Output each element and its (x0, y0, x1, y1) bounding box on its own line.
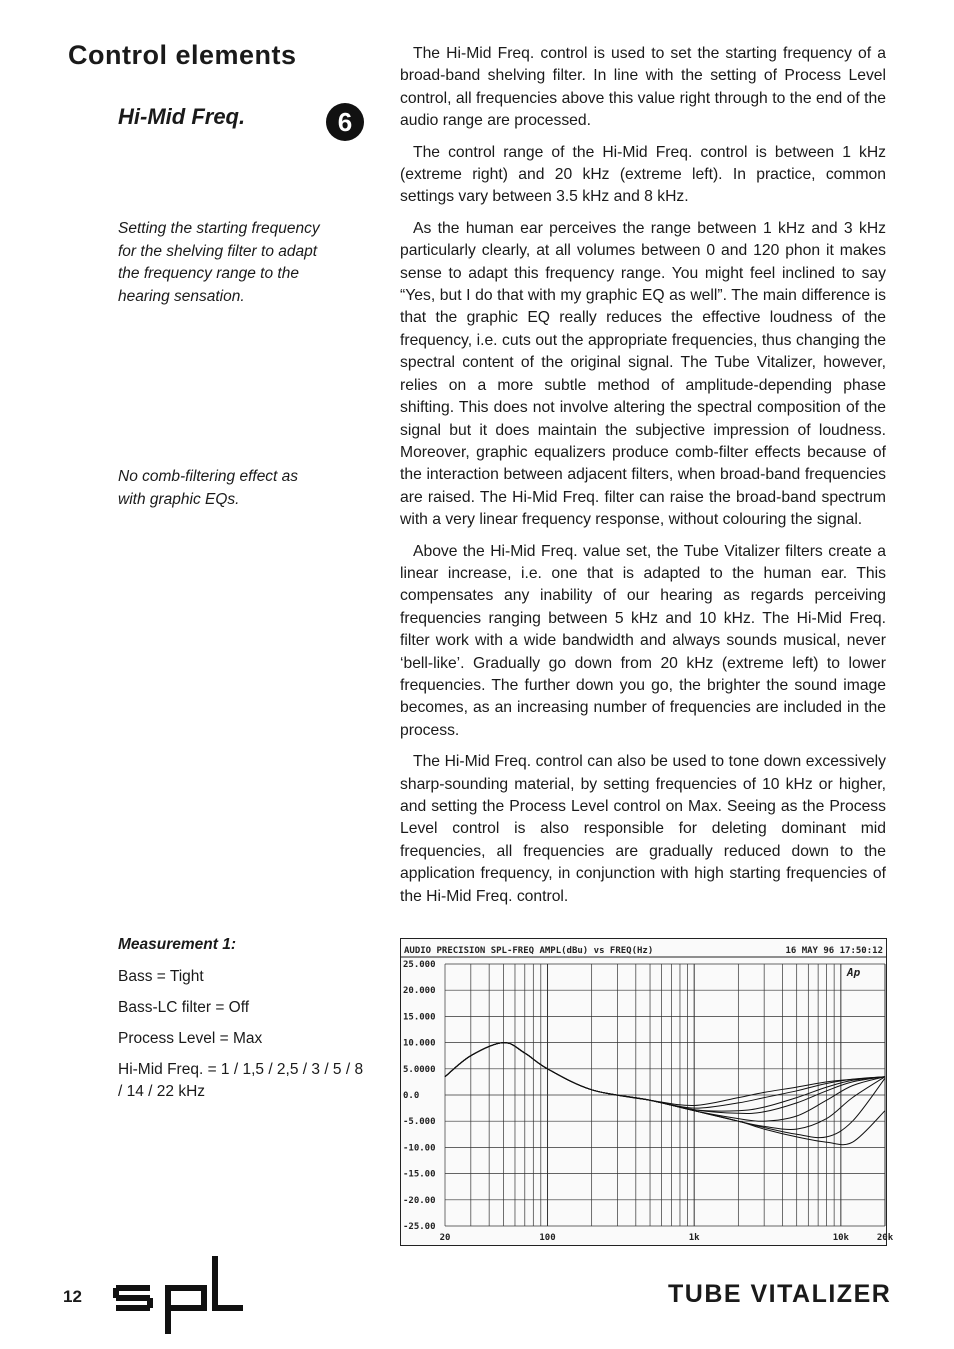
body-paragraph: The Hi-Mid Freq. control is used to set the starting frequency of a broad-band shelving filter. In line with the setting of Process Level control, all frequencies above this value right through to the end of the audio range are processed. (400, 45, 886, 130)
subsection-header (118, 104, 366, 138)
measurement-item: Bass = Tight (118, 968, 204, 985)
measurement-item: Hi-Mid Freq. = 1 / 1,5 / 2,5 / 3 / 5 / 8 / 14 / 22 kHz (118, 1061, 364, 1100)
graph-timestamp: 16 MAY 96 17:50:12 (785, 946, 883, 956)
x-tick-label: 100 (539, 1233, 556, 1243)
graph-canvas (400, 938, 894, 1246)
measurement-heading: Measurement 1: (118, 936, 237, 953)
y-tick-label: -20.00 (403, 1195, 436, 1206)
measurement-settings (118, 934, 378, 1112)
x-tick-label: 1k (688, 1233, 700, 1243)
x-tick-label: 20 (439, 1233, 451, 1243)
page-number: 12 (63, 1287, 82, 1306)
product-name: TUBE VITALIZER (668, 1280, 892, 1308)
side-note-comb-filtering: No comb-filtering effect as with graphic EQs. (118, 468, 299, 508)
y-tick-label: 10.000 (403, 1038, 436, 1049)
y-tick-label: 5.0000 (403, 1064, 436, 1075)
subsection-title: Hi-Mid Freq. (118, 104, 246, 129)
x-tick-label: 10k (832, 1233, 849, 1243)
measurement-item: Bass-LC filter = Off (118, 999, 250, 1016)
y-tick-label: 0.0 (403, 1091, 420, 1101)
section-title: Control elements (68, 40, 297, 70)
y-tick-label: -10.00 (403, 1143, 436, 1154)
body-paragraph: Above the Hi-Mid Freq. value set, the Tube Vitalizer filters create a linear increase, i.e. one that is adapted to the human ear. This compensates any inability of our hearing as regards perceiving frequencies ranging between 5 kHz and 10 kHz. The Hi-Mid Freq. filter work with a wide bandwidth and always sounds musical, never ‘bell-like’. Gradually go down from 20 kHz (extreme left) to lower frequencies. The further down you go, the brighter the sound image becomes, as an increasing number of frequencies are included in the process. (400, 542, 886, 739)
body-paragraph: The control range of the Hi-Mid Freq. control is between 1 kHz (extreme right) and 20 kHz (extreme left). In practice, common settings vary between 3.5 kHz and 8 kHz. (400, 143, 886, 206)
graph-title: AUDIO PRECISION SPL-FREQ AMPL(dBu) vs FREQ(Hz) (404, 946, 654, 956)
measurement-item: Process Level = Max (118, 1030, 263, 1047)
spl-logo (112, 1256, 244, 1341)
y-tick-label: -15.00 (403, 1169, 436, 1180)
ap-watermark: Ap (847, 966, 861, 979)
body-paragraph: As the human ear perceives the range between 1 kHz and 3 kHz particularly clearly, at all volumes between 0 and 120 phon it makes sense to adapt this frequency range. You might feel inclined to say “Yes, but I do that with my graphic EQ as well”. The main difference is that the graphic EQ really reduces the effective loudness of the frequency, i.e. cuts out the appropriate frequencies, thus changing the spectral content of the original signal. The Tube Vitalizer, however, relies on a more subtle method of amplitude-depending phase shifting. This does not involve altering the spectral composition of the signal but it does maintain the subjective impression of loudness. Moreover, graphic equalizers produce comb-filter effects because of the interaction between adjacent filters, when broad-band frequencies are raised. The Hi-Mid Freq. filter can raise the broad-band spectrum with a very linear frequency response, without colouring the signal. (400, 219, 886, 529)
spl-logo-mark (112, 1256, 244, 1336)
y-tick-label: -5.000 (403, 1117, 436, 1128)
section-number-badge: 6 (326, 103, 364, 141)
y-tick-label: 25.000 (403, 960, 436, 970)
body-text (400, 43, 886, 917)
y-tick-label: 20.000 (403, 986, 436, 997)
y-tick-label: 15.000 (403, 1012, 436, 1023)
side-note-starting-frequency: Setting the starting frequency for the shelving filter to adapt the frequency range to the hearing sensation. (118, 220, 320, 305)
body-paragraph: The Hi-Mid Freq. control can also be used to tone down excessively sharp-sounding material, by setting frequencies of 10 kHz or higher, and setting the Process Level control on Max. Seeing as the Process Level control is also responsible for deleting dominant mid frequencies, all frequencies are gradually reduced down to the application frequency, in conjunction with high starting frequencies of the Hi-Mid Freq. control. (400, 753, 886, 905)
x-tick-label: 20k (876, 1233, 894, 1243)
y-tick-label: -25.00 (403, 1222, 436, 1232)
frequency-response-graph (400, 938, 894, 1246)
